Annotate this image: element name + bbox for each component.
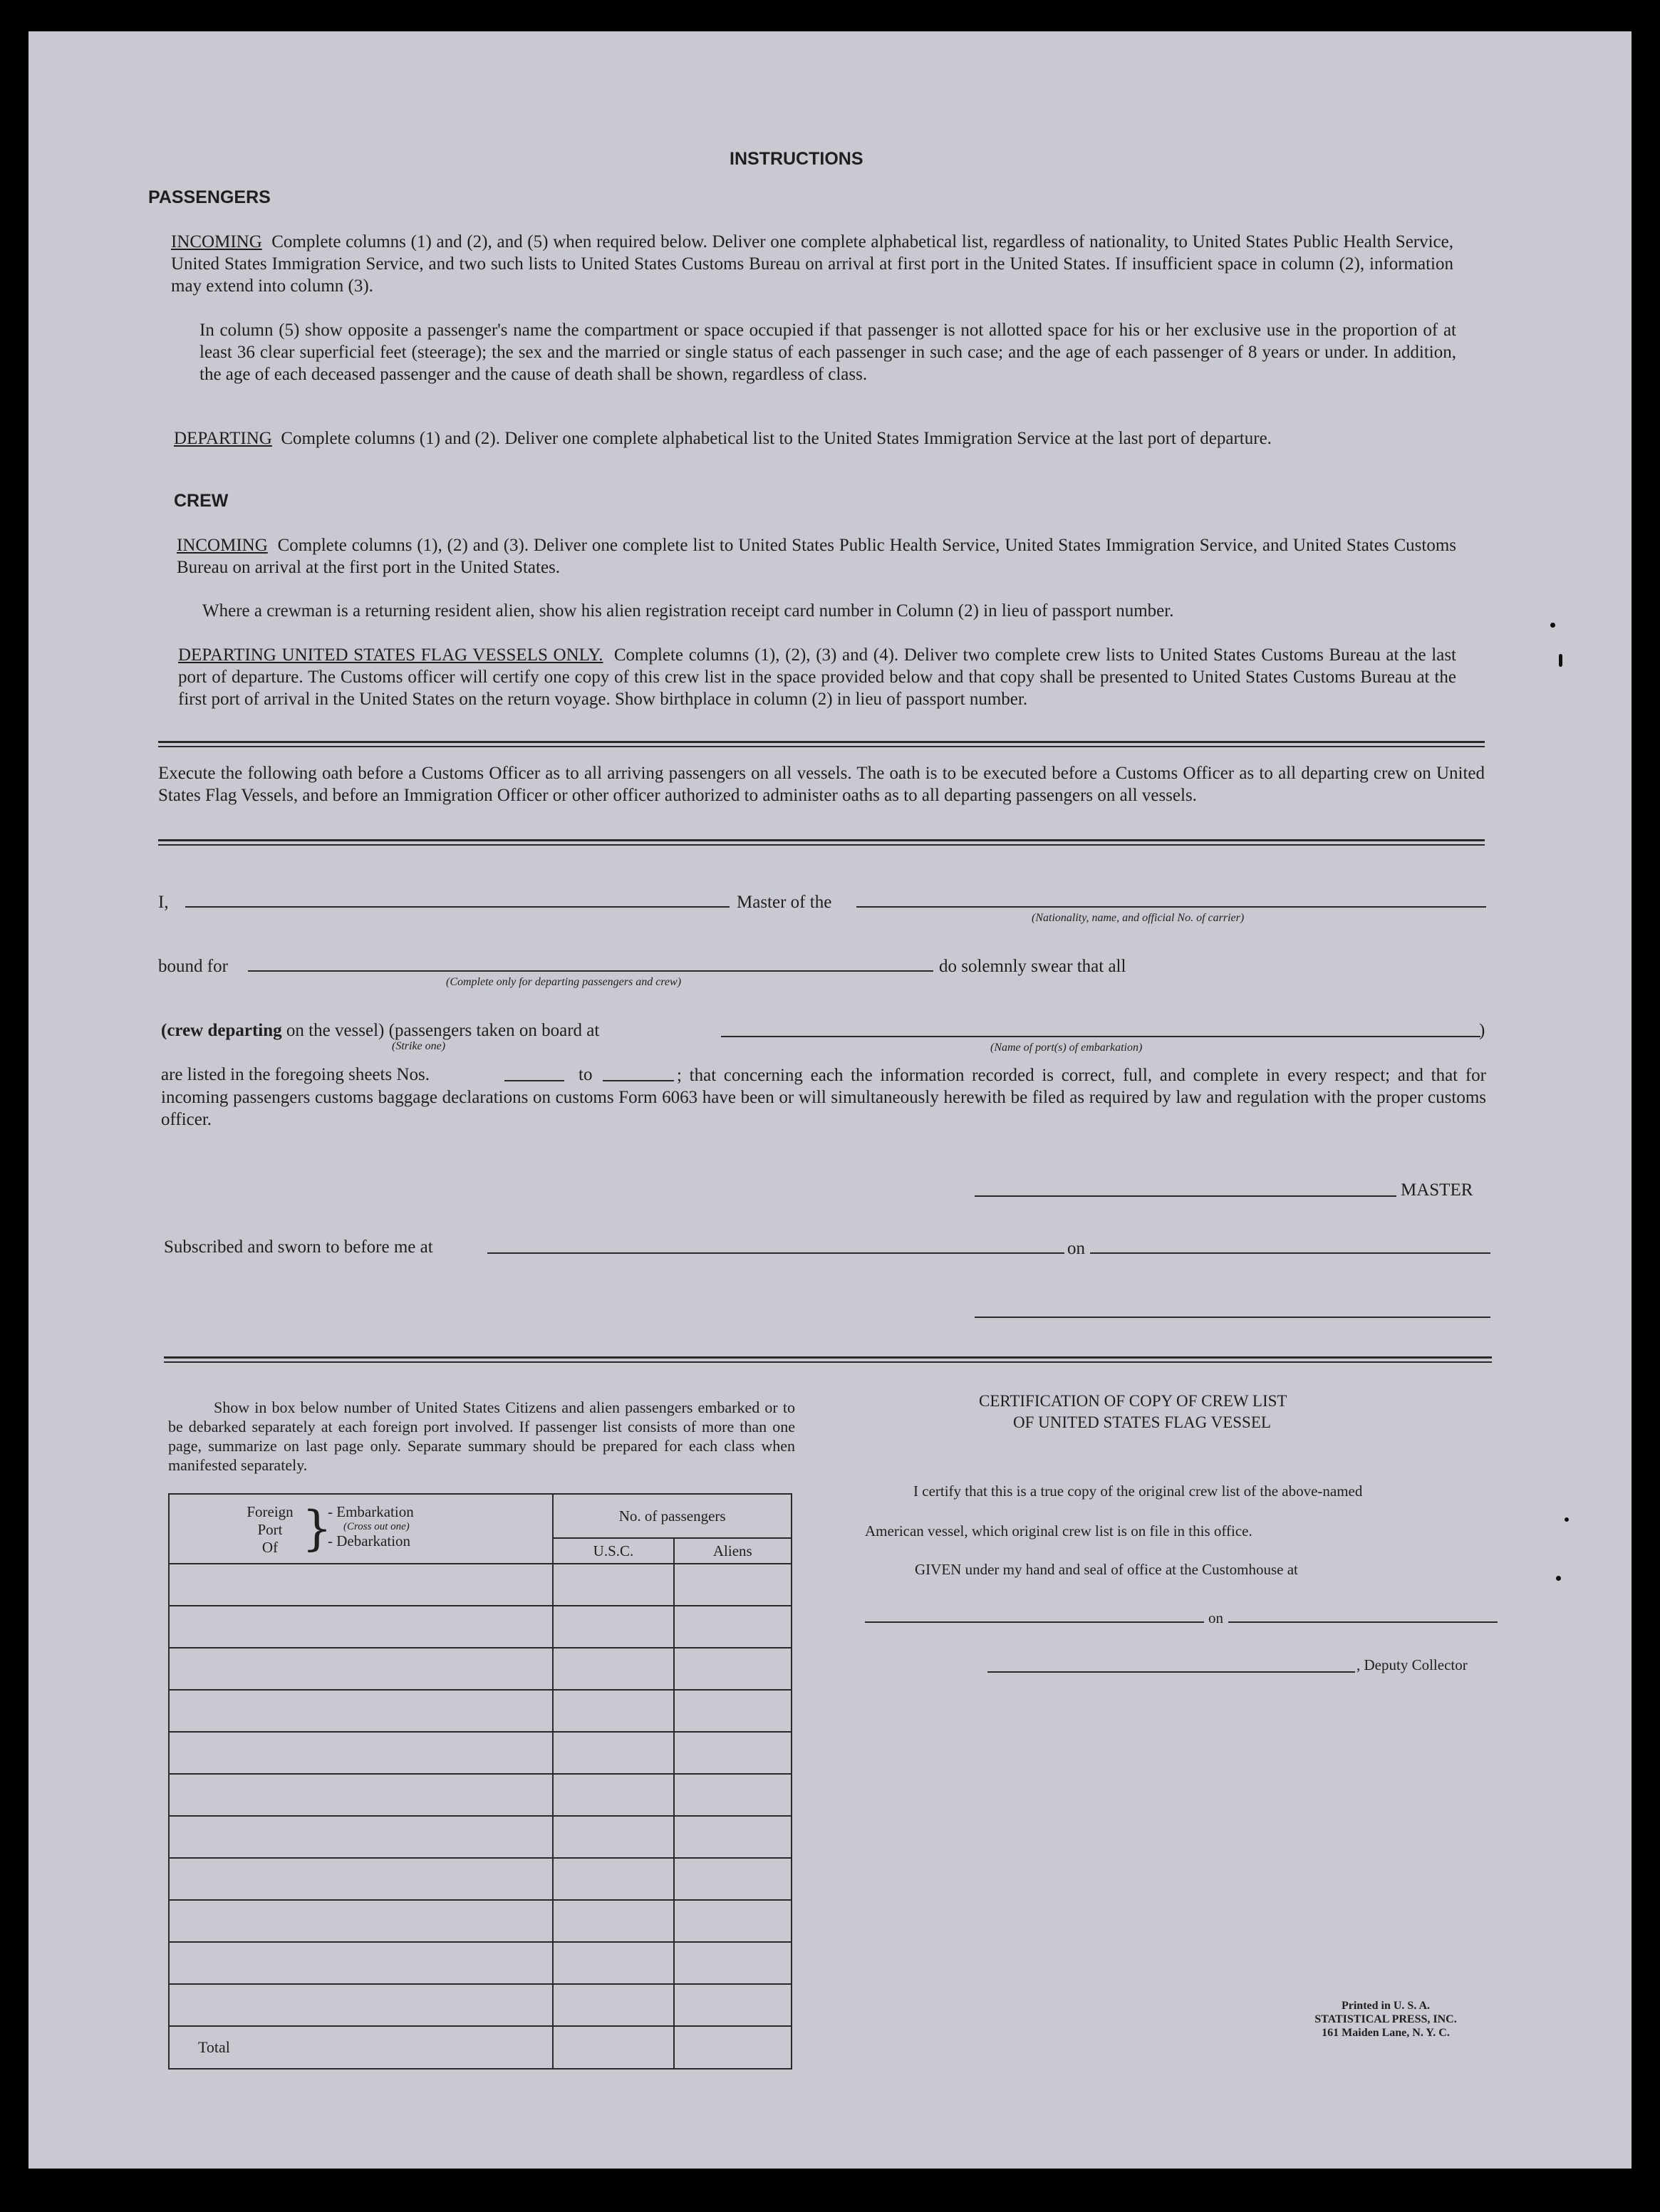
summary-divider <box>164 1356 1492 1363</box>
certification-line2: American vessel, which original crew list is on file in this office. <box>865 1522 1252 1539</box>
section-divider <box>158 741 1485 747</box>
usc-cell[interactable] <box>553 1900 673 1942</box>
crew-incoming-label: INCOMING <box>177 536 268 555</box>
usc-cell[interactable] <box>553 1942 673 1984</box>
port-cell[interactable] <box>169 1816 553 1858</box>
close-paren: ) <box>1479 1021 1485 1040</box>
usc-cell[interactable] <box>553 1858 673 1900</box>
passengers-incoming-label: INCOMING <box>171 232 262 251</box>
passengers-heading: PASSENGERS <box>148 187 271 207</box>
bound-for-field[interactable] <box>248 970 933 972</box>
oath-divider <box>158 839 1485 846</box>
certification-title-line2: OF UNITED STATES FLAG VESSEL <box>1013 1413 1271 1431</box>
of-label: Of <box>261 1539 279 1556</box>
aliens-total-cell[interactable] <box>674 2026 792 2069</box>
usc-header: U.S.C. <box>553 1538 673 1564</box>
aliens-cell[interactable] <box>674 1900 792 1942</box>
total-row <box>169 2026 792 2069</box>
port-cell[interactable] <box>169 1648 553 1690</box>
strike-one-note: (Strike one) <box>392 1040 446 1052</box>
table-row <box>169 1858 792 1900</box>
usc-total-cell[interactable] <box>553 2026 673 2069</box>
total-label: Total <box>169 2026 553 2069</box>
aliens-cell[interactable] <box>674 1984 792 2026</box>
port-label: Port <box>257 1521 283 1538</box>
aliens-cell[interactable] <box>674 1774 792 1816</box>
usc-cell[interactable] <box>553 1606 673 1648</box>
passengers-taken-option[interactable]: (passengers taken on board at <box>388 1021 600 1040</box>
passenger-summary-table <box>168 1493 792 2070</box>
passengers-departing-label: DEPARTING <box>174 429 272 448</box>
printer-line3: 161 Maiden Lane, N. Y. C. <box>1322 2027 1450 2039</box>
table-row <box>169 1900 792 1942</box>
embark-debark-label <box>328 1503 414 1550</box>
deputy-collector-label: , Deputy Collector <box>1356 1656 1468 1673</box>
debarkation-option[interactable]: - Debarkation <box>328 1532 411 1549</box>
brace-icon: } <box>302 1501 332 1556</box>
passengers-incoming-instructions <box>171 231 1453 297</box>
aliens-cell[interactable] <box>674 1606 792 1648</box>
listed-in-text: are listed in the foregoing sheets Nos. <box>161 1065 430 1084</box>
table-row <box>169 1774 792 1816</box>
usc-cell[interactable] <box>553 1690 673 1732</box>
oath-intro: Execute the following oath before a Customs Officer as to all arriving passengers on all vessels. The oath is to be executed before a Customs Officer as to all departing crew on United States Flag Vessels, and before an Immigration Officer or other officer authorized to administer oaths as to all departing passengers on all vessels. <box>158 764 1485 805</box>
table-row <box>169 1690 792 1732</box>
no-of-passengers-header: No. of passengers <box>553 1494 792 1538</box>
crew-incoming-text: Complete columns (1), (2) and (3). Deliver one complete list to United States Public Health Service, United States Immigration Service, and United States Customs Bureau on arrival at the first port in the United States. <box>177 536 1457 577</box>
passengers-incoming-text: Complete columns (1) and (2), and (5) when required below. Deliver one complete alphabetical list, regardless of nationality, to United States Public Health Service, United States Immigration Service, and two such lists to United States Customs Bureau on arrival at first port in the United States. If insufficient space in column (2), information may extend into column (3). <box>171 232 1454 296</box>
embarkation-ports-field[interactable] <box>721 1036 1480 1037</box>
swear-text: do solemnly swear that all <box>939 957 1126 976</box>
oath-certification-text: ; that concerning each the information recorded is correct, full, and complete in every respect; and that for incoming passengers customs baggage declarations on customs Form 6063 have been or will simultaneously herewith be filed as required by law and regulation with the proper customs officer. <box>161 1066 1486 1129</box>
carrier-note: (Nationality, name, and official No. of carrier) <box>1032 912 1245 924</box>
margin-mark <box>1559 654 1562 667</box>
officer-signature-field[interactable] <box>975 1317 1490 1318</box>
table-row <box>169 1606 792 1648</box>
usc-cell[interactable] <box>553 1984 673 2026</box>
table-row <box>169 1732 792 1774</box>
margin-mark <box>1556 1576 1561 1581</box>
crew-resident-instructions: Where a crewman is a returning resident alien, show his alien registration receipt card number in Column (2) in lieu of passport number. <box>202 601 1174 620</box>
oath-i-label: I, <box>158 893 169 912</box>
aliens-cell[interactable] <box>674 1858 792 1900</box>
printer-line2: STATISTICAL PRESS, INC. <box>1314 2013 1457 2025</box>
usc-cell[interactable] <box>553 1774 673 1816</box>
port-cell[interactable] <box>169 1942 553 1984</box>
table-row <box>169 1942 792 1984</box>
port-cell[interactable] <box>169 1564 553 1606</box>
margin-mark <box>1550 623 1555 628</box>
crew-departing-label: DEPARTING UNITED STATES FLAG VESSELS ONLY. <box>178 645 603 665</box>
certification-date-field[interactable] <box>1228 1621 1498 1623</box>
passengers-departing-instructions <box>174 427 1456 450</box>
to-label: to <box>579 1065 593 1084</box>
sworn-on-label: on <box>1067 1239 1085 1258</box>
customhouse-field[interactable] <box>865 1621 1204 1623</box>
certification-on-label: on <box>1208 1609 1223 1626</box>
column5-instructions: In column (5) show opposite a passenger's name the compartment or space occupied if that passenger is not allotted space for his or her exclusive use in the proportion of at least 36 clear superficial feet (steerage); the sex and the married or single status of each passenger in such case; and the age of each passenger of 8 years or under. In addition, the age of each deceased passenger and the cause of death shall be shown, regardless of class. <box>199 321 1456 384</box>
master-label: MASTER <box>1401 1180 1473 1200</box>
bound-for-label: bound for <box>158 957 228 976</box>
carrier-field[interactable] <box>856 906 1486 908</box>
aliens-cell[interactable] <box>674 1732 792 1774</box>
port-cell[interactable] <box>169 1984 553 2026</box>
usc-cell[interactable] <box>553 1648 673 1690</box>
subscribed-label: Subscribed and sworn to before me at <box>164 1237 433 1257</box>
usc-cell[interactable] <box>553 1816 673 1858</box>
port-cell[interactable] <box>169 1900 553 1942</box>
ports-note: (Name of port(s) of embarkation) <box>990 1042 1143 1054</box>
page-title: INSTRUCTIONS <box>730 149 863 169</box>
aliens-cell[interactable] <box>674 1942 792 1984</box>
crew-incoming-instructions <box>177 534 1456 578</box>
summary-instructions: Show in box below number of United States Citizens and alien passengers embarked or to be debarked separately at each foreign port involved. If passenger list consists of more than one page, summarize on last page only. Separate summary should be prepared for each class when manifested separately. <box>168 1398 795 1474</box>
aliens-cell[interactable] <box>674 1690 792 1732</box>
port-cell[interactable] <box>169 1858 553 1900</box>
crew-departing-instructions <box>178 644 1456 710</box>
master-signature-field[interactable] <box>975 1195 1396 1197</box>
certification-title-line1: CERTIFICATION OF COPY OF CREW LIST <box>979 1392 1287 1410</box>
aliens-cell[interactable] <box>674 1648 792 1690</box>
sworn-date-field[interactable] <box>1090 1252 1490 1254</box>
printer-imprint <box>1282 1999 1489 2040</box>
master-name-field[interactable] <box>185 906 730 908</box>
certification-line1: I certify that this is a true copy of the original crew list of the above-named <box>913 1483 1363 1500</box>
aliens-cell[interactable] <box>674 1816 792 1858</box>
foreign-label: Foreign <box>247 1503 294 1520</box>
port-cell[interactable] <box>169 1732 553 1774</box>
passengers-departing-text: Complete columns (1) and (2). Deliver one complete alphabetical list to the United States Immigration Service at the last port of departure. <box>281 429 1272 448</box>
deputy-collector-signature-field[interactable] <box>987 1671 1355 1673</box>
table-row <box>169 1984 792 2026</box>
on-vessel-text: on the vessel) <box>286 1021 385 1040</box>
certification-line3: GIVEN under my hand and seal of office at the Customhouse at <box>915 1561 1298 1578</box>
crew-heading: CREW <box>174 491 229 511</box>
table-row <box>169 1648 792 1690</box>
master-of-the-label: Master of the <box>737 893 832 912</box>
table-row <box>169 1816 792 1858</box>
port-cell[interactable] <box>169 1690 553 1732</box>
aliens-header: Aliens <box>674 1538 792 1564</box>
foreign-port-of-label <box>238 1503 302 1557</box>
crew-departing-text: Complete columns (1), (2), (3) and (4). Deliver two complete crew lists to United States Customs Bureau at the last port of departure. The Customs officer will certify one copy of this crew list in the space provided below and that copy shall be presented to United States Customs Bureau at the first port of arrival in the United States on the return voyage. Show birthplace in column (2) in lieu of passport number. <box>178 645 1456 709</box>
crew-departing-option[interactable]: (crew departing <box>161 1021 282 1040</box>
port-cell[interactable] <box>169 1606 553 1648</box>
table-row <box>169 1564 792 1606</box>
printer-line1: Printed in U. S. A. <box>1341 2000 1430 2012</box>
cross-out-note: (Cross out one) <box>343 1521 410 1532</box>
margin-mark <box>1565 1517 1569 1522</box>
bound-for-note: (Complete only for departing passengers and crew) <box>446 976 682 988</box>
port-column-header <box>169 1494 553 1564</box>
usc-cell[interactable] <box>553 1564 673 1606</box>
sworn-place-field[interactable] <box>487 1252 1064 1254</box>
crew-passengers-choice <box>161 1020 599 1042</box>
embarkation-option[interactable]: - Embarkation <box>328 1503 414 1520</box>
usc-cell[interactable] <box>553 1732 673 1774</box>
aliens-cell[interactable] <box>674 1564 792 1606</box>
port-cell[interactable] <box>169 1774 553 1816</box>
